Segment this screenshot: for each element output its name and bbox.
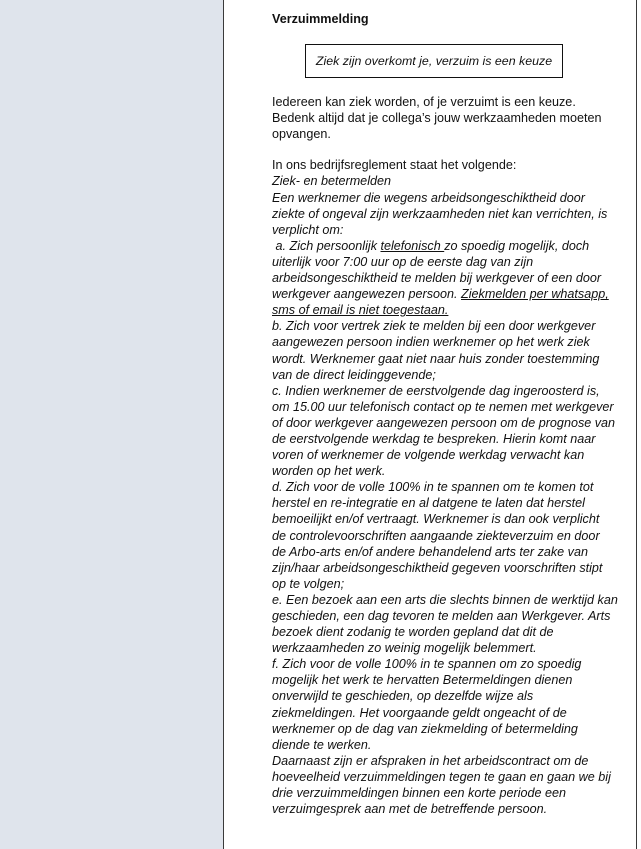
regulation-text-segment: de controlevoorschriften aangaande ziekteverzuim en door <box>272 528 600 543</box>
regulation-line <box>272 576 622 592</box>
regulation-text-segment: aangewezen persoon indien werknemer op het werk ziek <box>272 335 590 350</box>
regulation-line <box>272 495 622 511</box>
regulation-text-segment: arbeidsongeschiktheid te melden bij werkgever of een door <box>272 271 602 286</box>
regulation-line <box>272 753 622 769</box>
regulation-text-segment: diende te werken. <box>272 737 372 752</box>
document-content <box>272 8 622 817</box>
regulation-text-segment: b. Zich voor vertrek ziek te melden bij een door werkgever <box>272 319 596 334</box>
regulation-line <box>272 367 622 383</box>
regulation-line <box>272 254 622 270</box>
regulation-line <box>272 206 622 222</box>
regulation-text-segment: herstel en re-integratie en al datgene te laten dat herstel <box>272 496 585 511</box>
underlined-text: sms of email is niet toegestaan. <box>272 303 449 318</box>
regulation-text-segment: bezoek dient zodanig te worden gepland dat dit de <box>272 625 554 640</box>
regulation-heading: Ziek- en betermelden <box>272 174 392 189</box>
left-side-panel <box>0 0 224 849</box>
regulation-text-segment: d. Zich voor de volle 100% in te spannen om te komen tot <box>272 480 594 495</box>
regulation-text-segment: f. Zich voor de volle 100% in te spannen om zo spoedig <box>272 657 582 672</box>
regulation-line <box>272 801 622 817</box>
regulation-text-segment: Een werknemer die wegens arbeidsongeschiktheid door <box>272 190 585 205</box>
regulation-text-segment: bemoeilijkt en/of vertraagt. Werknemer is dan ook verplicht <box>272 512 600 527</box>
regulation-text-segment: c. Indien werknemer de eerstvolgende dag ingeroosterd is, <box>272 383 600 398</box>
regulation-text-segment: de Arbo-arts en/of andere behandelend arts ter zake van <box>272 544 588 559</box>
regulation-text-segment: e. Een bezoek aan een arts die slechts binnen de werktijd kan <box>272 592 618 607</box>
regulation-line <box>272 286 622 302</box>
regulation-text-segment: om 15.00 uur telefonisch contact op te nemen met werkgever <box>272 399 614 414</box>
regulation-text-segment: ziekte of ongeval zijn werkzaamheden niet kan verrichten, is <box>272 206 608 221</box>
intro-line: opvangen. <box>272 127 331 142</box>
regulation-line <box>272 544 622 560</box>
regulation-line <box>272 721 622 737</box>
regulation-line <box>272 270 622 286</box>
page-right-border <box>636 0 637 849</box>
regulation-line <box>272 431 622 447</box>
regulation-line <box>272 383 622 399</box>
regulation-text-segment: drie verzuimmeldingen binnen een korte periode een <box>272 786 567 801</box>
regulation-line <box>272 238 622 254</box>
regulation-line <box>272 608 622 624</box>
regulation-line <box>272 318 622 334</box>
regulation-text-segment: van de direct leidinggevende; <box>272 367 436 382</box>
regulation-line <box>272 528 622 544</box>
intro-line: Iedereen kan ziek worden, of je verzuimt is een keuze. <box>272 95 576 110</box>
document-title: Verzuimmelding <box>272 12 369 26</box>
regulation-text-segment: op te volgen; <box>272 576 345 591</box>
regulation-section <box>272 157 622 817</box>
regulation-text-segment: zo spoedig mogelijk, doch <box>444 238 590 253</box>
regulation-text-segment: werknemer op de dag van ziekmelding of betermelding <box>272 721 578 736</box>
regulation-line <box>272 334 622 350</box>
quote-box <box>305 44 563 78</box>
regulation-intro: In ons bedrijfsreglement staat het volgende: <box>272 158 517 173</box>
regulation-line <box>272 351 622 367</box>
regulation-line <box>272 463 622 479</box>
intro-paragraph <box>272 94 622 142</box>
regulation-text-segment: werkgever aangewezen persoon. <box>272 287 462 302</box>
regulation-text-segment: zijn/haar arbeidsongeschiktheid gegeven voorschriften stipt <box>272 560 603 575</box>
regulation-line <box>272 190 622 206</box>
regulation-text-segment: ziekmeldingen. Het voorgaande geldt ongeacht of de <box>272 705 567 720</box>
regulation-text-segment: voren of werknemer de volgende werkdag verwacht kan <box>272 448 585 463</box>
intro-line: Bedenk altijd dat je collega’s jouw werkzaamheden moeten <box>272 111 602 126</box>
regulation-line <box>272 302 622 318</box>
regulation-text-segment: wordt. Werknemer gaat niet naar huis zonder toestemming <box>272 351 600 366</box>
regulation-line <box>272 399 622 415</box>
regulation-line <box>272 705 622 721</box>
regulation-text-segment: onverwijld te geschieden, op dezelfde wijze als <box>272 689 534 704</box>
regulation-line <box>272 624 622 640</box>
regulation-line <box>272 560 622 576</box>
regulation-line <box>272 672 622 688</box>
regulation-line <box>272 222 622 238</box>
regulation-text-segment: a. Zich persoonlijk <box>272 238 381 253</box>
regulation-text-segment: de eerstvolgende werkdag te bespreken. Hierin komt naar <box>272 431 596 446</box>
regulation-line <box>272 785 622 801</box>
regulation-line <box>272 688 622 704</box>
regulation-text <box>272 190 622 818</box>
quote-text: Ziek zijn overkomt je, verzuim is een keuze <box>315 54 553 69</box>
regulation-text-segment: mogelijk het werk te hervatten Betermeldingen dienen <box>272 673 573 688</box>
underlined-text: telefonisch <box>380 238 445 253</box>
regulation-text-segment: uiterlijk voor 7:00 uur op de eerste dag van zijn <box>272 254 534 269</box>
regulation-line <box>272 769 622 785</box>
regulation-line <box>272 415 622 431</box>
regulation-text-segment: hoeveelheid verzuimmeldingen tegen te gaan en gaan we bij <box>272 769 611 784</box>
regulation-line <box>272 737 622 753</box>
regulation-text-segment: werkzaamheden zo weinig mogelijk belemmert. <box>272 641 537 656</box>
regulation-line <box>272 447 622 463</box>
regulation-text-segment: Daarnaast zijn er afspraken in het arbeidscontract om de <box>272 753 589 768</box>
regulation-text-segment: geschieden, een dag tevoren te melden aan Werkgever. Arts <box>272 609 611 623</box>
regulation-line <box>272 479 622 495</box>
underlined-text: Ziekmelden per whatsapp, <box>461 287 609 302</box>
regulation-text-segment: verzuimgesprek aan met de betreffende persoon. <box>272 802 548 817</box>
regulation-line <box>272 656 622 672</box>
regulation-line <box>272 592 622 608</box>
regulation-line <box>272 640 622 656</box>
regulation-line <box>272 511 622 527</box>
regulation-text-segment: of door werkgever aangewezen persoon om de prognose van <box>272 415 616 430</box>
regulation-text-segment: verplicht om: <box>272 222 344 237</box>
regulation-text-segment: worden op het werk. <box>272 464 386 479</box>
